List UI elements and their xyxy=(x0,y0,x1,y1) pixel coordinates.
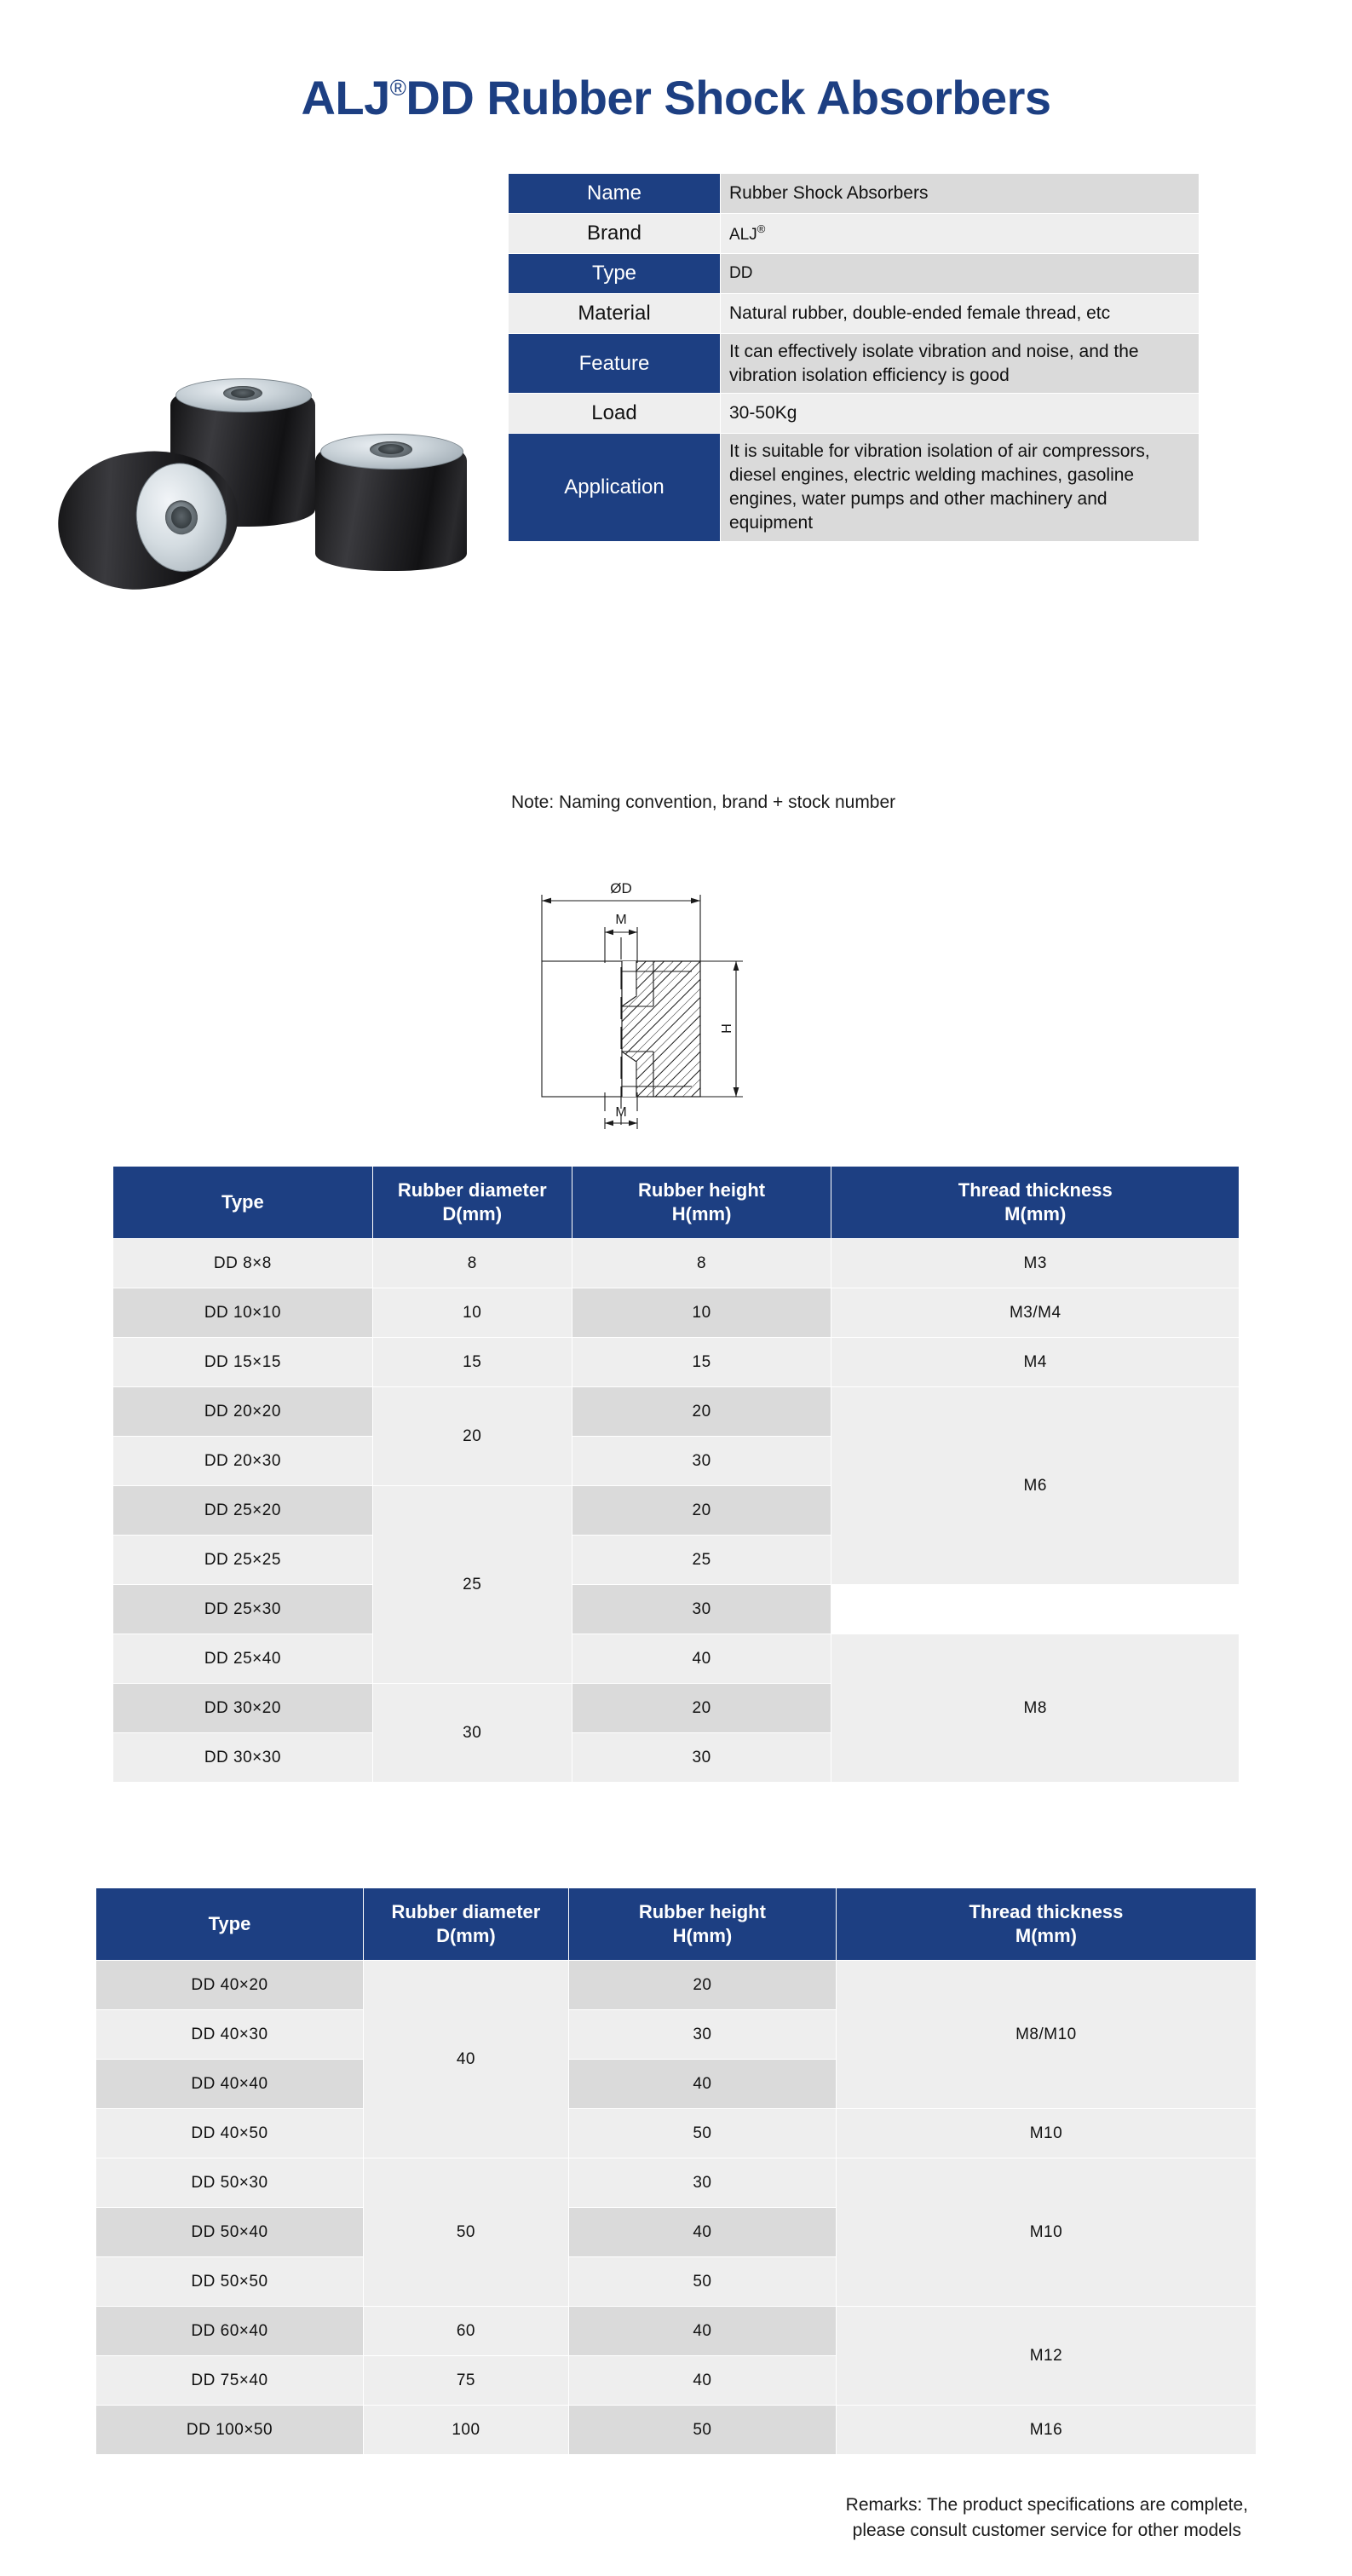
column-header-diameter-line2: D(mm) xyxy=(436,1925,496,1947)
cell-diameter: 30 xyxy=(372,1684,572,1783)
spec-row-brand xyxy=(509,213,1200,253)
cell-height: 20 xyxy=(568,1961,836,2010)
spec-label-load: Load xyxy=(509,394,721,434)
spec-row-feature xyxy=(509,333,1200,394)
cell-height: 30 xyxy=(568,2158,836,2208)
table-row xyxy=(113,1634,1240,1684)
cell-type: DD 25×30 xyxy=(113,1585,373,1634)
mount-thread-hole xyxy=(370,441,412,458)
cell-type: DD 40×20 xyxy=(96,1961,364,2010)
cell-height: 15 xyxy=(572,1338,831,1387)
column-header-thread-line2: M(mm) xyxy=(1004,1203,1067,1225)
technical-drawing xyxy=(511,852,852,1133)
cell-thread: M8/M10 xyxy=(836,1961,1256,2109)
remarks-note xyxy=(846,2492,1248,2544)
column-header-thread xyxy=(831,1167,1240,1239)
spec-label-type: Type xyxy=(509,253,721,293)
dim-label-thread-top: M xyxy=(615,913,627,927)
technical-drawing-svg xyxy=(511,852,852,1133)
column-header-diameter xyxy=(363,1888,568,1961)
spec-value-application: It is suitable for vibration isolation of air compressors, diesel engines, electric welding machines, gasoline engines, water pumps and other machinery and equipment xyxy=(721,434,1200,542)
cell-thread: M10 xyxy=(836,2158,1256,2307)
cell-diameter: 20 xyxy=(372,1387,572,1486)
cell-type: DD 50×50 xyxy=(96,2257,364,2307)
column-header-type: Type xyxy=(113,1167,373,1239)
cell-diameter: 8 xyxy=(372,1239,572,1288)
product-spec-table xyxy=(508,173,1200,542)
cell-height: 20 xyxy=(572,1684,831,1733)
product-photo xyxy=(34,341,477,596)
cell-thread: M12 xyxy=(836,2307,1256,2406)
cell-type: DD 25×20 xyxy=(113,1486,373,1536)
column-header-diameter xyxy=(372,1167,572,1239)
spec-row-type xyxy=(509,253,1200,293)
table-row xyxy=(113,1288,1240,1338)
cell-diameter: 15 xyxy=(372,1338,572,1387)
cell-height: 40 xyxy=(568,2060,836,2109)
spec-label-feature: Feature xyxy=(509,333,721,394)
cell-thread: M4 xyxy=(831,1338,1240,1387)
spec-row-material xyxy=(509,293,1200,333)
column-header-type: Type xyxy=(96,1888,364,1961)
dim-label-diameter: ØD xyxy=(610,880,632,896)
spec-value-brand xyxy=(721,213,1200,253)
column-header-diameter-line1: Rubber diameter xyxy=(391,1901,541,1922)
cell-height: 50 xyxy=(568,2257,836,2307)
spec-label-name: Name xyxy=(509,174,721,214)
spec-value-name: Rubber Shock Absorbers xyxy=(721,174,1200,214)
table-row xyxy=(96,2158,1257,2208)
cell-height: 20 xyxy=(572,1486,831,1536)
cell-height: 30 xyxy=(572,1733,831,1783)
column-header-height-line1: Rubber height xyxy=(638,1179,766,1201)
table-body xyxy=(113,1239,1240,1783)
mount-thread-hole-inner xyxy=(231,389,255,398)
remarks-line-2: please consult customer service for other models xyxy=(852,2520,1242,2540)
cell-height: 40 xyxy=(568,2208,836,2257)
table-row xyxy=(96,2406,1257,2455)
column-header-height-line2: H(mm) xyxy=(671,1203,732,1225)
table-header-row xyxy=(96,1888,1257,1961)
dim-label-height: H xyxy=(720,1023,734,1034)
spec-value-type: DD xyxy=(721,253,1200,293)
table-header-row xyxy=(113,1167,1240,1239)
spec-label-material: Material xyxy=(509,293,721,333)
cell-diameter: 50 xyxy=(363,2158,568,2307)
cell-height: 50 xyxy=(568,2406,836,2455)
spec-row-name xyxy=(509,174,1200,214)
column-header-thread-line1: Thread thickness xyxy=(958,1179,1113,1201)
cell-type: DD 10×10 xyxy=(113,1288,373,1338)
cell-type: DD 50×30 xyxy=(96,2158,364,2208)
cell-height: 10 xyxy=(572,1288,831,1338)
table-body xyxy=(96,1961,1257,2455)
cell-thread: M8 xyxy=(831,1634,1240,1783)
spec-table-small-sizes xyxy=(112,1166,1240,1783)
cell-type: DD 20×20 xyxy=(113,1387,373,1437)
remarks-line-1: Remarks: The product specifications are complete, xyxy=(845,2495,1248,2515)
cell-type: DD 8×8 xyxy=(113,1239,373,1288)
table-row xyxy=(113,1585,1240,1634)
spec-row-load xyxy=(509,394,1200,434)
cell-type: DD 60×40 xyxy=(96,2307,364,2356)
mount-thread-hole-inner xyxy=(378,444,404,454)
spec-value-load: 30-50Kg xyxy=(721,394,1200,434)
cell-thread: M10 xyxy=(836,2109,1256,2158)
column-header-diameter-line1: Rubber diameter xyxy=(397,1179,547,1201)
dim-label-thread-bottom: M xyxy=(615,1105,627,1120)
cell-thread: M16 xyxy=(836,2406,1256,2455)
cell-type: DD 15×15 xyxy=(113,1338,373,1387)
cell-height: 40 xyxy=(568,2307,836,2356)
cell-diameter: 25 xyxy=(372,1486,572,1684)
spec-row-application xyxy=(509,434,1200,542)
cell-height: 30 xyxy=(568,2010,836,2060)
column-header-thread-line1: Thread thickness xyxy=(969,1901,1124,1922)
column-header-thread xyxy=(836,1888,1256,1961)
mount-thread-hole xyxy=(223,386,262,401)
cell-height: 8 xyxy=(572,1239,831,1288)
column-header-height-line1: Rubber height xyxy=(638,1901,766,1922)
cell-type: DD 40×40 xyxy=(96,2060,364,2109)
column-header-height xyxy=(568,1888,836,1961)
registered-trademark-icon: ® xyxy=(757,222,766,235)
table-row xyxy=(96,1961,1257,2010)
cell-height: 30 xyxy=(572,1585,831,1634)
table-row xyxy=(113,1387,1240,1437)
column-header-diameter-line2: D(mm) xyxy=(442,1203,503,1225)
spec-label-brand: Brand xyxy=(509,213,721,253)
product-mount-right xyxy=(315,436,467,571)
cell-type: DD 25×25 xyxy=(113,1536,373,1585)
cell-diameter: 10 xyxy=(372,1288,572,1338)
table-row xyxy=(96,2109,1257,2158)
naming-convention-note: Note: Naming convention, brand + stock number xyxy=(511,792,896,812)
cell-thread: M6 xyxy=(831,1387,1240,1585)
cell-thread: M3/M4 xyxy=(831,1288,1240,1338)
cell-type: DD 30×30 xyxy=(113,1733,373,1783)
cell-type: DD 25×40 xyxy=(113,1634,373,1684)
cell-thread: M3 xyxy=(831,1239,1240,1288)
cell-height: 25 xyxy=(572,1536,831,1585)
column-header-thread-line2: M(mm) xyxy=(1015,1925,1077,1947)
table-row xyxy=(113,1239,1240,1288)
spec-value-brand-text: ALJ xyxy=(729,225,757,244)
spec-table-large-sizes xyxy=(95,1887,1257,2455)
column-header-height xyxy=(572,1167,831,1239)
spec-value-feature: It can effectively isolate vibration and noise, and the vibration isolation efficiency is good xyxy=(721,333,1200,394)
table-row xyxy=(113,1338,1240,1387)
registered-trademark-icon: ® xyxy=(389,75,406,101)
cell-type: DD 30×20 xyxy=(113,1684,373,1733)
cell-diameter: 40 xyxy=(363,1961,568,2158)
spec-label-application: Application xyxy=(509,434,721,542)
cell-diameter: 100 xyxy=(363,2406,568,2455)
cell-type: DD 40×30 xyxy=(96,2010,364,2060)
spec-value-material: Natural rubber, double-ended female thread, etc xyxy=(721,293,1200,333)
cell-height: 30 xyxy=(572,1437,831,1486)
cell-type: DD 40×50 xyxy=(96,2109,364,2158)
cell-height: 50 xyxy=(568,2109,836,2158)
column-header-height-line2: H(mm) xyxy=(672,1925,733,1947)
cell-diameter: 75 xyxy=(363,2356,568,2406)
cell-type: DD 50×40 xyxy=(96,2208,364,2257)
cell-height: 40 xyxy=(568,2356,836,2406)
page-title-rest: DD Rubber Shock Absorbers xyxy=(406,71,1051,124)
cell-height: 20 xyxy=(572,1387,831,1437)
mount-thread-hole-inner xyxy=(170,505,193,530)
cell-type: DD 20×30 xyxy=(113,1437,373,1486)
page-title-brand: ALJ xyxy=(301,71,390,124)
page-title xyxy=(0,70,1352,125)
table-row xyxy=(96,2307,1257,2356)
cell-type: DD 75×40 xyxy=(96,2356,364,2406)
cell-diameter: 60 xyxy=(363,2307,568,2356)
cell-type: DD 100×50 xyxy=(96,2406,364,2455)
cell-height: 40 xyxy=(572,1634,831,1684)
product-mount-front xyxy=(50,441,246,599)
